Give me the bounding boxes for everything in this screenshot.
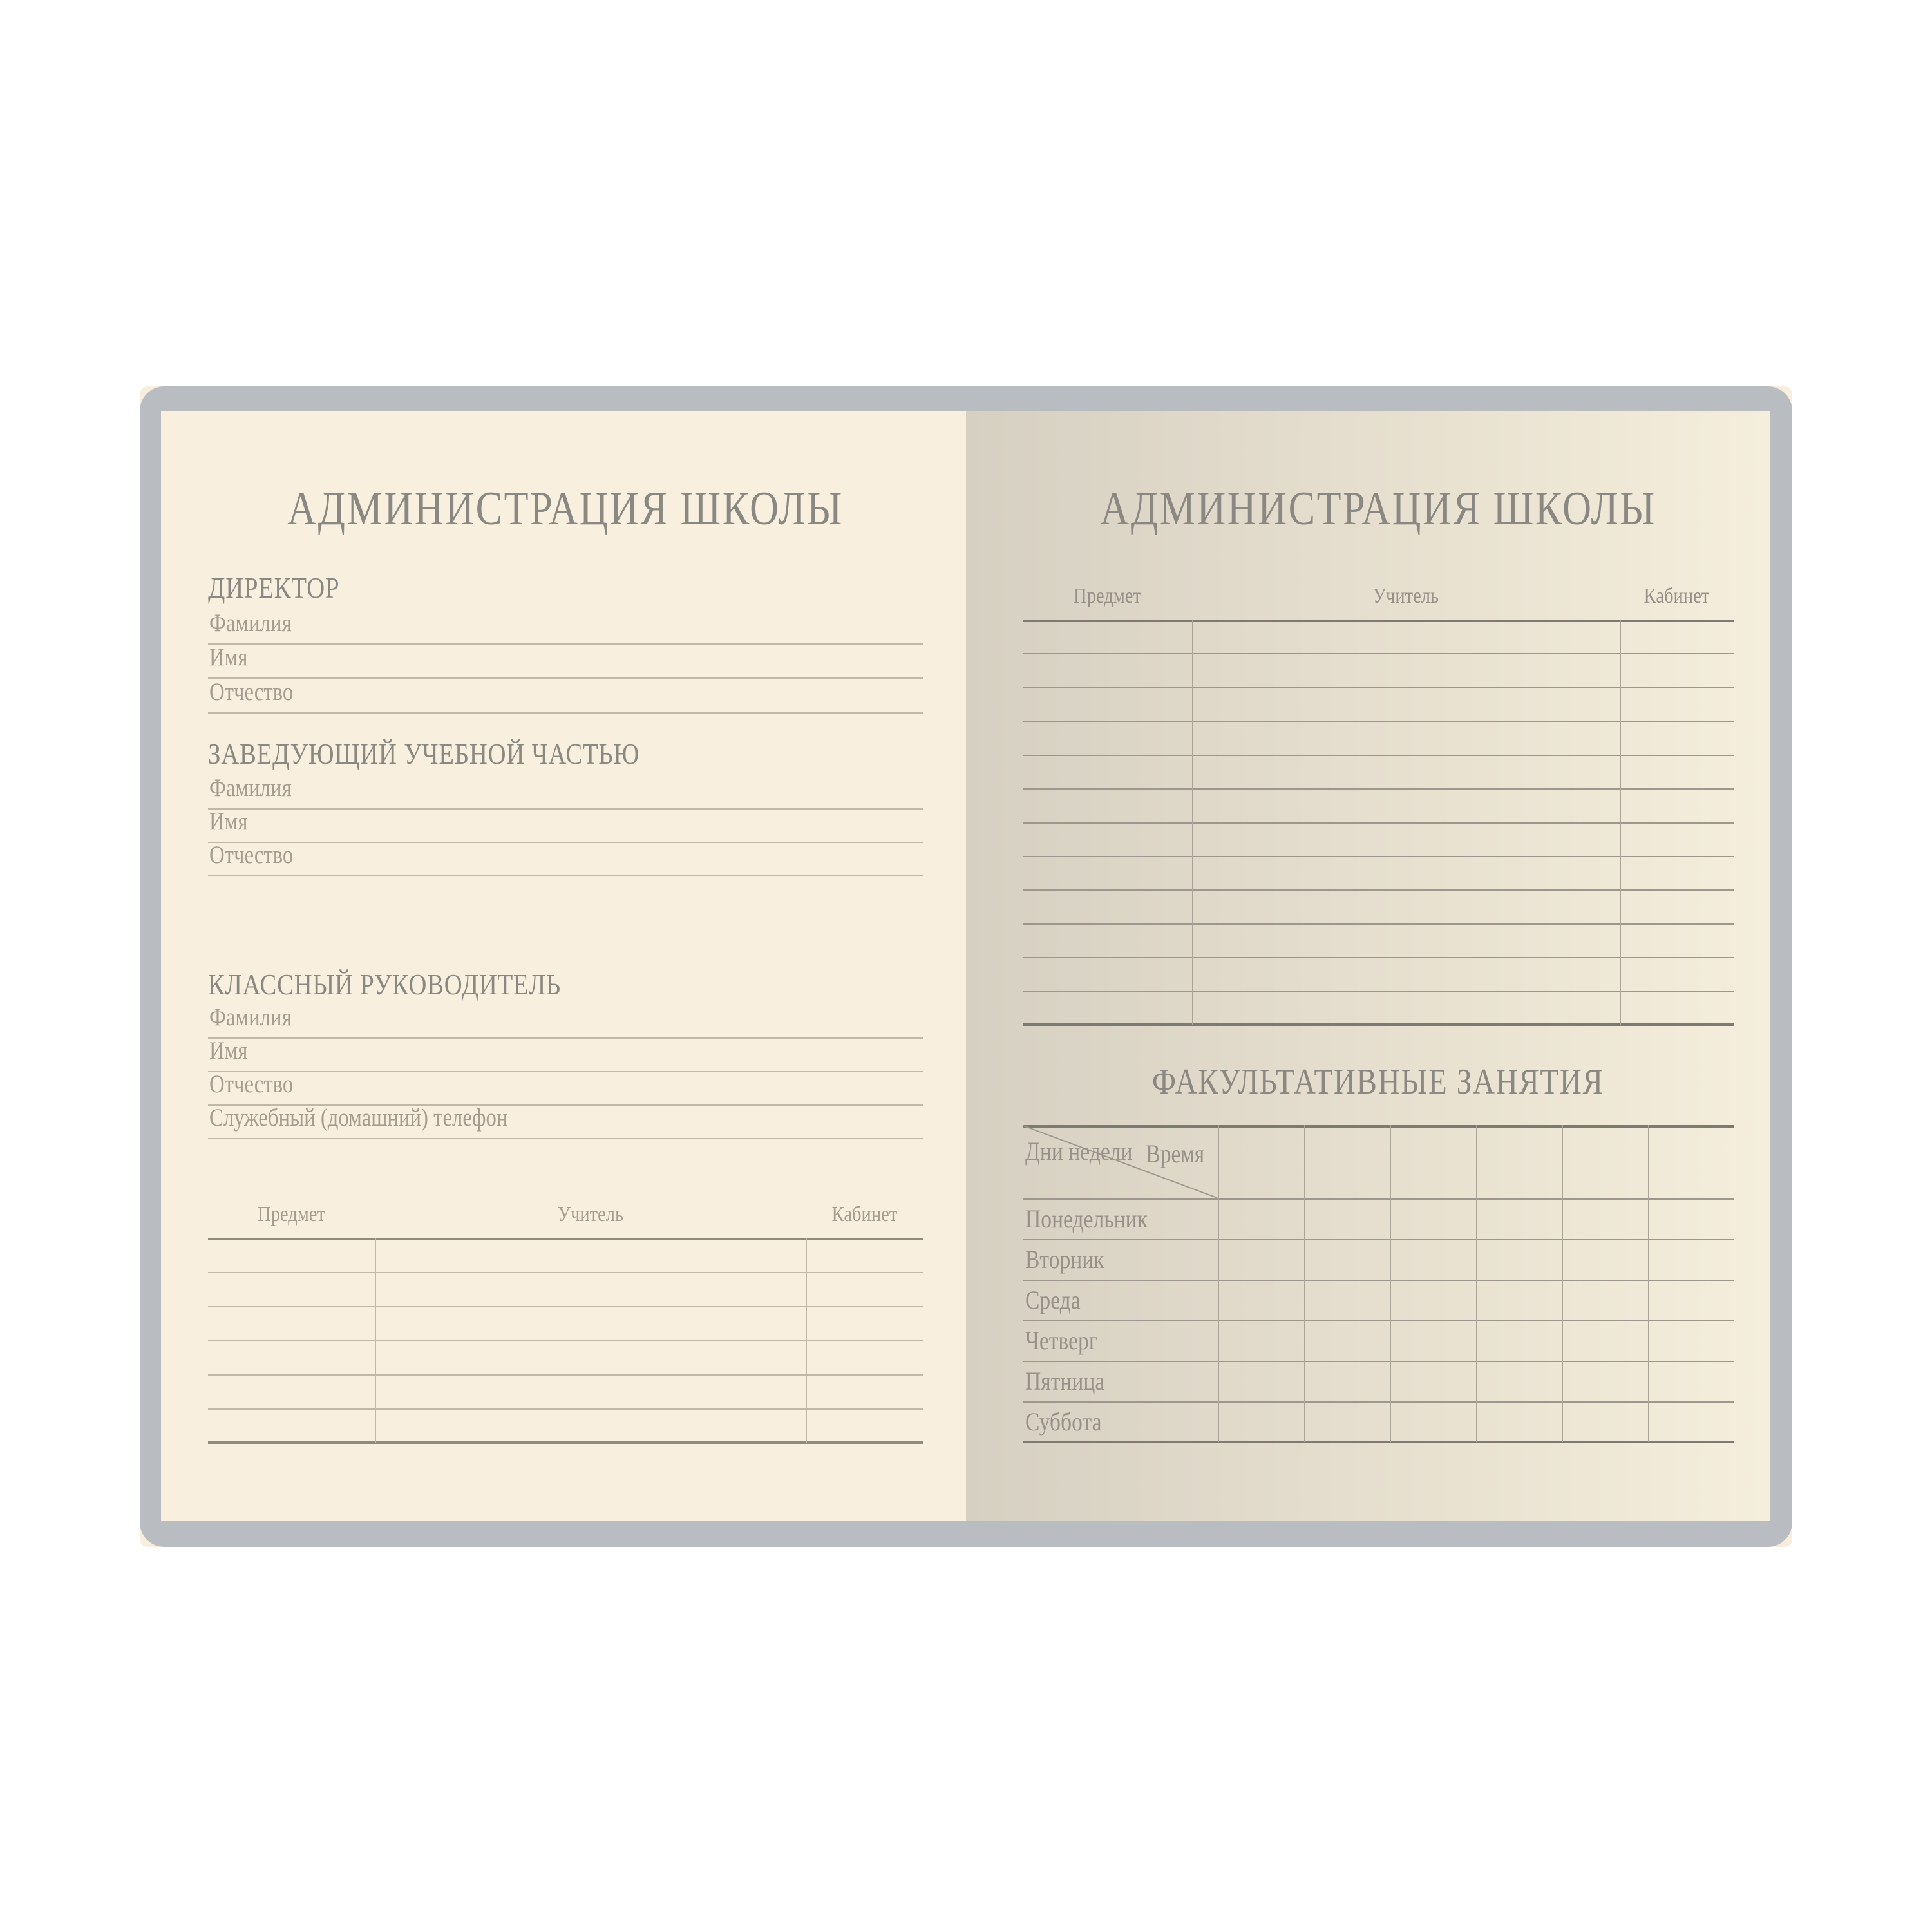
grid-line [1023,1280,1734,1281]
table-border-bottom [1023,1023,1734,1026]
grid-line [1023,1239,1734,1240]
fac-day-tuesday: Вторник [1025,1244,1104,1274]
grid-line-vertical [1390,1125,1391,1442]
grid-line [1023,788,1734,790]
fac-day-friday: Пятница [1025,1366,1105,1396]
field-head-surname: Фамилия [208,771,923,810]
grid-line-vertical [1192,620,1193,1025]
fac-day-thursday: Четверг [1025,1325,1098,1355]
grid-line-vertical [1620,620,1621,1025]
grid-line [1023,957,1734,958]
corner-label-days: Дни недели [1025,1137,1133,1166]
section-heading-class-teacher: КЛАССНЫЙ РУКОВОДИТЕЛЬ [208,968,562,1001]
right-table-header-room: Кабинет [1643,584,1710,608]
grid-line [1023,1320,1734,1321]
field-director-name: Имя [208,640,923,679]
grid-line-vertical [1476,1125,1477,1442]
grid-line-vertical [806,1238,807,1443]
table-border-top [1023,620,1734,622]
grid-line [1023,687,1734,688]
right-table-header-subject: Предмет [1074,584,1141,608]
grid-line [1023,822,1734,824]
fac-day-saturday: Суббота [1025,1406,1102,1436]
field-teacher-name: Имя [208,1034,923,1072]
grid-line [1023,721,1734,722]
grid-line-vertical [1304,1125,1305,1442]
field-director-surname: Фамилия [208,606,923,645]
grid-line [208,1374,923,1376]
fac-day-monday: Понедельник [1025,1204,1148,1233]
left-page [161,411,966,1521]
right-page-title: АДМИНИСТРАЦИЯ ШКОЛЫ [1100,482,1656,535]
field-director-patronymic: Отчество [208,675,923,714]
section-heading-head-of-studies: ЗАВЕДУЮЩИЙ УЧЕБНОЙ ЧАСТЬЮ [208,737,640,770]
grid-line-vertical [1218,1125,1219,1442]
grid-line [1023,856,1734,857]
fac-border-bottom [1023,1441,1734,1443]
grid-line [1023,653,1734,654]
grid-line [208,1408,923,1410]
field-teacher-surname: Фамилия [208,1000,923,1039]
grid-line [208,1306,923,1307]
left-page-title: АДМИНИСТРАЦИЯ ШКОЛЫ [287,482,844,535]
grid-line-vertical [375,1238,376,1443]
fac-day-wednesday: Среда [1025,1285,1081,1314]
facultative-title: ФАКУЛЬТАТИВНЫЕ ЗАНЯТИЯ [1152,1062,1604,1102]
grid-line [1023,889,1734,891]
section-heading-director: ДИРЕКТОР [208,571,340,604]
left-table-header-teacher: Учитель [557,1202,623,1226]
grid-line [1023,991,1734,992]
grid-line [1023,1361,1734,1362]
grid-line [208,1340,923,1341]
grid-line-vertical [1562,1125,1563,1442]
grid-line [208,1272,923,1273]
field-teacher-patronymic: Отчество [208,1067,923,1106]
table-border-top [208,1238,923,1240]
corner-label-time: Время [1146,1139,1204,1168]
table-border-bottom [208,1441,923,1444]
left-table-header-room: Кабинет [831,1202,897,1226]
grid-line [1023,923,1734,925]
right-table-header-teacher: Учитель [1372,584,1439,608]
grid-line [1023,1401,1734,1403]
field-head-name: Имя [208,804,923,843]
field-teacher-phone: Служебный (домашний) телефон [208,1101,923,1139]
grid-line [1023,755,1734,756]
right-page [966,411,1770,1521]
left-table-header-subject: Предмет [258,1202,325,1226]
grid-line-vertical [1648,1125,1649,1442]
field-head-patronymic: Отчество [208,838,923,876]
